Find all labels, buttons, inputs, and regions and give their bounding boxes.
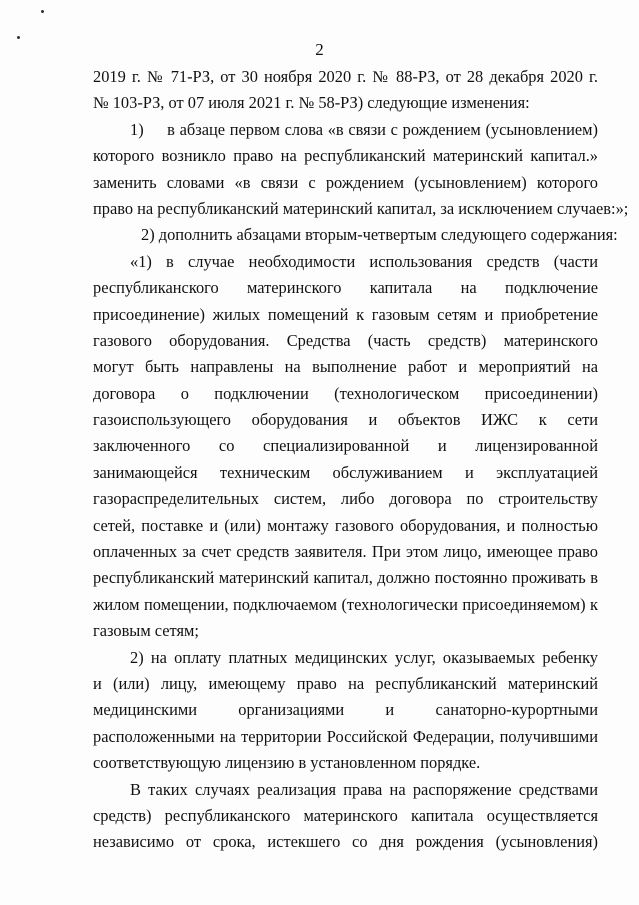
text-line: договора о подключении (технологическом присоединении) xyxy=(93,383,598,403)
text-line: 1) в абзаце первом слова «в связи с рождением (усыновлением) xyxy=(130,119,598,139)
text-line: № 103-РЗ, от 07 июля 2021 г. № 58-РЗ) следующие изменения: xyxy=(93,93,530,113)
text-line: присоединение) жилых помещений к газовым сетям и приобретение xyxy=(93,304,598,324)
document-body xyxy=(93,64,629,856)
text-line: занимающейся техническим обслуживанием и эксплуатацией xyxy=(93,462,598,482)
text-line: независимо от срока, истекшего со дня рождения (усыновления) xyxy=(93,832,598,852)
text-line: газоиспользующего оборудования и объектов ИЖС к сети xyxy=(93,410,598,430)
text-line: газового оборудования. Средства (часть средств) материнского xyxy=(93,330,598,350)
text-line: медицинскими организациями и санаторно-курортными xyxy=(93,700,598,720)
text-line: право на республиканский материнский капитал, за исключением случаев:»; xyxy=(93,198,629,218)
text-line: 2019 г. № 71-РЗ, от 30 ноября 2020 г. № 88-РЗ, от 28 декабря 2020 г. xyxy=(93,67,598,86)
text-line: газовым сетям; xyxy=(93,621,199,641)
text-line: сетей, поставке и (или) монтажу газового оборудования, и полностью xyxy=(93,515,598,535)
text-line: 2) дополнить абзацами вторым-четвертым следующего содержания: xyxy=(141,225,618,245)
text-line: газораспределительных систем, либо договора по строительству xyxy=(93,489,598,509)
text-line: оплаченных за счет средств заявителя. При этом лицо, имеющее право xyxy=(93,542,598,562)
text-line: расположенными на территории Российской Федерации, получившими xyxy=(93,726,598,746)
text-line: и (или) лицу, имеющему право на республиканский материнский xyxy=(93,673,598,693)
page-number: 2 xyxy=(315,40,324,59)
text-line: В таких случаях реализация права на распоряжение средствами xyxy=(130,779,598,799)
scan-speck xyxy=(17,36,20,39)
text-line: 2) на оплату платных медицинских услуг, оказываемых ребенку xyxy=(130,647,598,667)
text-line: республиканского материнского капитала на подключение xyxy=(93,278,598,298)
text-line: жилом помещении, подключаемом (технологически присоединяемом) к xyxy=(93,594,598,614)
text-line: заключенного со специализированной и лицензированной xyxy=(93,436,598,456)
text-line: средств) республиканского материнского капитала осуществляется xyxy=(93,805,598,825)
text-line: могут быть направлены на выполнение работ и мероприятий на xyxy=(93,357,598,377)
text-line: республиканский материнский капитал, должно постоянно проживать в xyxy=(93,568,598,588)
scan-speck xyxy=(41,10,44,13)
text-line: «1) в случае необходимости использования средств (части xyxy=(130,251,598,271)
text-line: заменить словами «в связи с рождением (усыновлением) которого xyxy=(93,172,598,192)
text-line: соответствующую лицензию в установленном порядке. xyxy=(93,753,481,773)
text-line: которого возникло право на республиканский материнский капитал.» xyxy=(93,146,598,166)
